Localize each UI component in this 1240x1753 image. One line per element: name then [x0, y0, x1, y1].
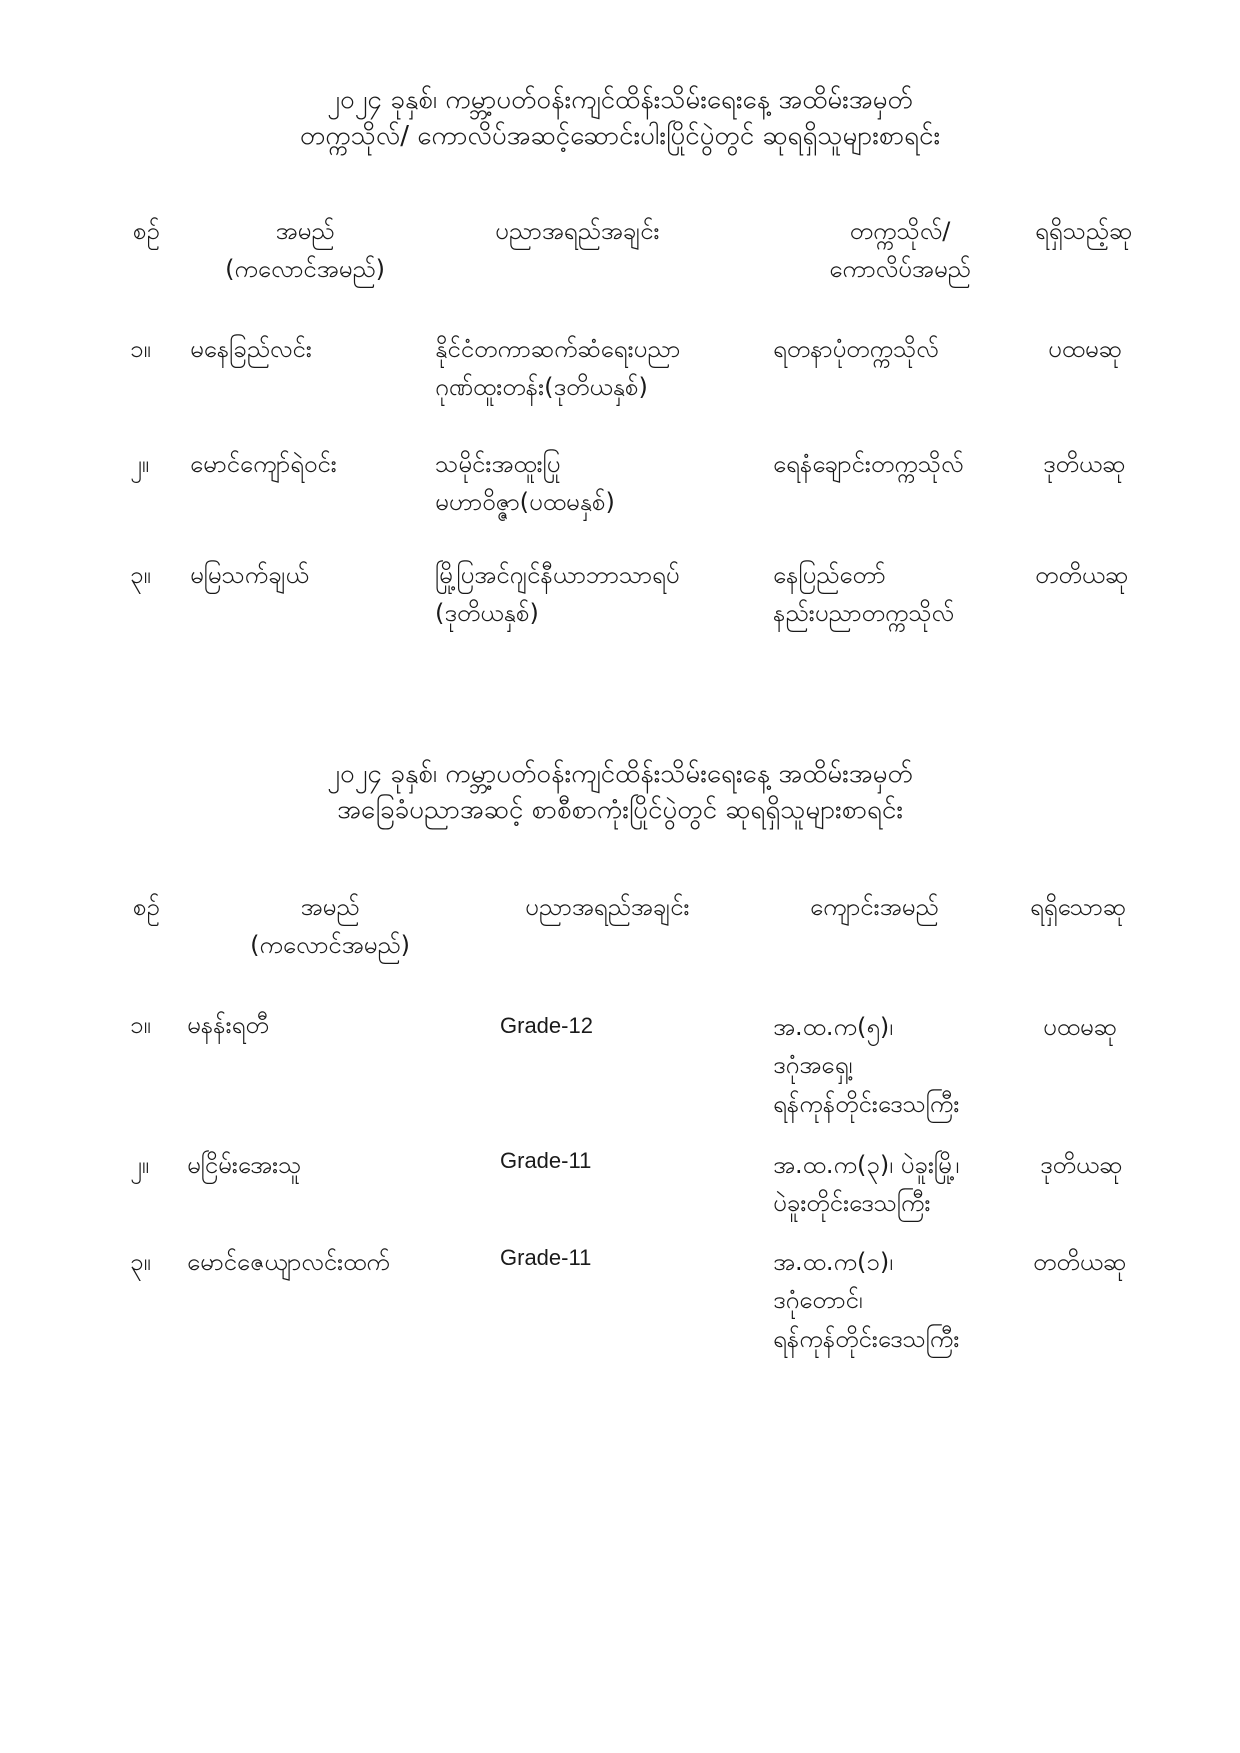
s2-row3-no: ၃။ — [130, 1248, 151, 1276]
s2-row3-grade: Grade-11 — [500, 1245, 592, 1270]
s1-row2-education-line1: သမိုင်းအထူးပြု — [435, 450, 561, 478]
s1-header-name — [210, 212, 400, 289]
s2-header-prize: ရရှိသောဆု — [1030, 893, 1126, 921]
s1-row1-name: မနေခြည်လင်း — [190, 335, 312, 363]
s2-header-no: စဉ် — [133, 893, 160, 921]
s1-header-name-label: အမည် — [275, 217, 335, 245]
s1-row3-education-line2: (ဒုတိယနှစ်) — [435, 599, 539, 628]
s2-row2-school — [773, 1146, 959, 1223]
s1-row2-prize: ဒုတိယဆု — [1043, 450, 1126, 478]
s1-row3-university-line2: နည်းပညာတက္ကသိုလ် — [773, 599, 955, 628]
s2-row1-school-line1: အ.ထ.က(၅)၊ — [773, 1013, 893, 1041]
s1-row2-education-line2: မဟာဝိဇ္ဇာ(ပထမနှစ်) — [435, 488, 615, 517]
s2-row2-grade: Grade-11 — [500, 1148, 592, 1173]
s2-row3-name: မောင်ဇေယျာလင်းထက် — [187, 1248, 390, 1276]
s1-row1-university — [773, 330, 939, 368]
s2-row2-name: မငြိမ်းအေးသူ — [187, 1151, 302, 1179]
s1-row3-prize: တတိယဆု — [1035, 561, 1129, 589]
s1-row3-no: ၃။ — [130, 561, 151, 589]
s1-row1-education-line1: နိုင်ငံတကာဆက်ဆံရေးပညာ — [435, 335, 681, 363]
s1-header-no: စဉ် — [133, 217, 160, 245]
s1-header-university-sub: ကောလိပ်အမည် — [829, 255, 971, 284]
s2-row3-prize: တတိယဆု — [1033, 1248, 1127, 1276]
s2-row2-school-line2: ပဲခူးတိုင်းဒေသကြီး — [773, 1189, 931, 1218]
s1-row2-university-line1: ရေနံချောင်းတက္ကသိုလ် — [773, 450, 964, 478]
s2-header-school: ကျောင်းအမည် — [810, 893, 939, 921]
section2-title-line2: အခြေခံပညာအဆင့် စာစီစာကုံးပြိုင်ပွဲတွင် ဆုရရှိသူများစာရင်း — [337, 795, 903, 826]
s1-row1-education-line2: ဂုဏ်ထူးတန်း(ဒုတိယနှစ်) — [435, 373, 648, 402]
s1-header-name-sub: (ကလောင်အမည်) — [225, 255, 385, 284]
s1-row1-no: ၁။ — [130, 335, 151, 363]
s1-row1-education — [435, 330, 680, 407]
section1-title — [0, 82, 1240, 155]
s2-header-education: ပညာအရည်အချင်း — [525, 893, 690, 921]
s2-row1-no: ၁။ — [130, 1011, 151, 1039]
s2-row3-school-line3: ရန်ကုန်တိုင်းဒေသကြီး — [773, 1324, 960, 1353]
s1-row2-no: ၂။ — [130, 450, 150, 478]
s1-row2-education — [435, 445, 615, 522]
s2-row1-school-line2: ဒဂုံအရှေ့၊ — [773, 1051, 853, 1080]
s2-header-name-label: အမည် — [300, 893, 360, 921]
s2-row2-school-line1: အ.ထ.က(၃)၊ ပဲခူးမြို့၊ — [773, 1151, 960, 1179]
s2-header-name-sub: (ကလောင်အမည်) — [250, 931, 410, 960]
s2-row2-prize: ဒုတိယဆု — [1040, 1151, 1123, 1179]
s1-header-prize: ရရှိသည့်ဆု — [1035, 217, 1133, 245]
s2-row1-name: မနန်းရတီ — [187, 1011, 269, 1039]
s2-row2-no: ၂။ — [130, 1151, 150, 1179]
s1-row1-prize: ပထမဆု — [1048, 335, 1122, 363]
s1-row3-education — [435, 556, 679, 633]
s1-header-university-label: တက္ကသိုလ်/ — [849, 217, 951, 245]
s1-row1-university-line1: ရတနာပုံတက္ကသိုလ် — [773, 335, 939, 363]
s1-header-university — [800, 212, 1000, 289]
s2-row1-school-line3: ရန်ကုန်တိုင်းဒေသကြီး — [773, 1089, 960, 1118]
s1-row2-name: မောင်ကျော်ရဲဝင်း — [190, 450, 337, 478]
section2-title — [0, 756, 1240, 829]
s1-row3-university-line1: နေပြည်တော် — [773, 561, 886, 589]
s1-row3-education-line1: မြို့ပြအင်ဂျင်နီယာဘာသာရပ် — [435, 561, 680, 589]
s2-row3-school — [773, 1243, 959, 1358]
s1-row3-university — [773, 556, 954, 633]
s1-row2-university — [773, 445, 963, 483]
s1-row3-name: မမြသက်ချယ် — [190, 561, 309, 589]
s1-header-education: ပညာအရည်အချင်း — [495, 217, 660, 245]
section2-title-line1: ၂၀၂၄ ခုနှစ်၊ ကမ္ဘာ့ပတ်ဝန်းကျင်ထိန်းသိမ်းရေးနေ့ အထိမ်းအမှတ် — [327, 759, 913, 789]
s2-row3-school-line2: ဒဂုံတောင်၊ — [773, 1286, 863, 1315]
s2-row1-grade: Grade-12 — [500, 1013, 593, 1038]
section1-title-line1: ၂၀၂၄ ခုနှစ်၊ ကမ္ဘာ့ပတ်ဝန်းကျင်ထိန်းသိမ်းရေးနေ့ အထိမ်းအမှတ် — [327, 85, 913, 115]
s2-row1-school — [773, 1008, 959, 1123]
s2-row1-prize: ပထမဆု — [1043, 1013, 1117, 1041]
s2-header-name — [230, 888, 430, 965]
s2-row3-school-line1: အ.ထ.က(၁)၊ — [773, 1248, 893, 1276]
section1-title-line2: တက္ကသိုလ်/ ကောလိပ်အဆင့်ဆောင်းပါးပြိုင်ပွဲတွင် ဆုရရှိသူများစာရင်း — [299, 121, 941, 152]
